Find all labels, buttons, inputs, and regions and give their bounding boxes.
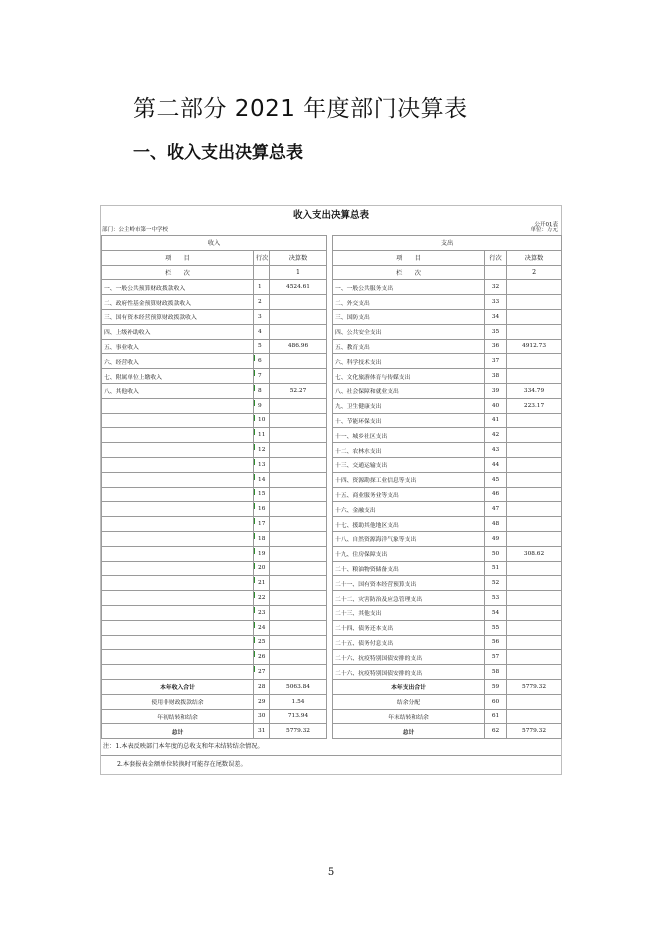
expense-amount: 334.79 [507,383,562,398]
expense-item: 二十五、债务付息支出 [333,635,485,650]
expense-amount [507,531,562,546]
expense-item: 二十六、抗疫特别国债安排的支出 [333,650,485,665]
income-item [102,487,254,502]
expense-amount [507,324,562,339]
income-amount [270,650,327,665]
expense-item: 二、外交支出 [333,295,485,310]
expense-line-number: 40 [485,398,507,413]
summary-income-line: 28 [254,679,270,694]
column-header-row [102,250,562,265]
summary-expense-item: 年末结转和结余 [333,709,485,724]
income-amount [270,457,327,472]
income-item: 三、国有资本经营预算财政拨款收入 [102,309,254,324]
table-row [102,620,562,635]
income-line-number: 17 [254,517,270,532]
income-line-number: 2 [254,295,270,310]
expense-item: 十六、金融支出 [333,502,485,517]
expense-amount [507,576,562,591]
expense-line-number: 50 [485,546,507,561]
expense-line-number: 46 [485,487,507,502]
income-line-number: 24 [254,620,270,635]
table-row [102,576,562,591]
table-row [102,517,562,532]
expense-amount [507,561,562,576]
expense-amount [507,487,562,502]
income-amount [270,665,327,680]
income-item [102,428,254,443]
income-item [102,591,254,606]
lanci-row [102,265,562,280]
income-item [102,443,254,458]
income-lanci-label: 栏 次 [102,265,254,280]
section-title: 一、收入支出决算总表 [133,143,303,163]
summary-row [102,709,562,724]
income-item: 六、经营收入 [102,354,254,369]
expense-amount [507,413,562,428]
summary-income-amount: 5779.32 [270,724,327,739]
expense-item: 十四、资源勘探工业信息等支出 [333,472,485,487]
expense-line-number: 45 [485,472,507,487]
table-row [102,665,562,680]
expense-item: 十一、城乡社区支出 [333,428,485,443]
data-table [101,235,562,739]
expense-amount: 308.62 [507,546,562,561]
expense-line-number: 35 [485,324,507,339]
table-notes [101,739,561,774]
expense-lanci-number: 2 [507,265,562,280]
income-amount-header: 决算数 [270,250,327,265]
table-row [102,561,562,576]
expense-amount [507,457,562,472]
income-amount: 52.27 [270,383,327,398]
summary-income-amount: 5063.84 [270,679,327,694]
expense-amount [507,591,562,606]
expense-item: 十、节能环保支出 [333,413,485,428]
section-header-row [102,236,562,251]
table-row [102,413,562,428]
income-line-number: 18 [254,531,270,546]
income-item [102,635,254,650]
summary-income-item: 年初结转和结余 [102,709,254,724]
income-item: 八、其他收入 [102,383,254,398]
summary-expense-amount [507,694,562,709]
income-amount [270,546,327,561]
department-label: 部门：公主岭市第一中学校 [102,227,169,233]
expense-line-number: 47 [485,502,507,517]
income-line-number: 13 [254,457,270,472]
table-row [102,309,562,324]
table-row [102,398,562,413]
expense-item: 二十、粮油物资储备支出 [333,561,485,576]
income-amount: 486.96 [270,339,327,354]
income-line-number: 16 [254,502,270,517]
expense-amount [507,280,562,295]
expense-line-number: 36 [485,339,507,354]
expense-line-number: 37 [485,354,507,369]
table-row [102,295,562,310]
income-item: 五、事业收入 [102,339,254,354]
income-amount [270,309,327,324]
summary-income-line: 29 [254,694,270,709]
summary-expense-amount: 5779.32 [507,679,562,694]
income-amount [270,295,327,310]
page-number: 5 [327,867,335,878]
income-amount: 4524.61 [270,280,327,295]
expense-item: 十三、交通运输支出 [333,457,485,472]
income-line-number: 8 [254,383,270,398]
summary-income-amount: 713.94 [270,709,327,724]
income-line-number: 6 [254,354,270,369]
table-row [102,428,562,443]
expense-item: 七、文化旅游体育与传媒支出 [333,369,485,384]
expense-item: 二十三、其他支出 [333,605,485,620]
summary-income-item: 使用非财政拨款结余 [102,694,254,709]
table-row [102,487,562,502]
income-header: 收入 [102,236,327,251]
expense-line-number: 58 [485,665,507,680]
income-amount [270,413,327,428]
expense-item: 十八、自然资源海洋气象等支出 [333,531,485,546]
income-line-number: 4 [254,324,270,339]
expense-amount [507,354,562,369]
income-amount [270,472,327,487]
expense-item: 九、卫生健康支出 [333,398,485,413]
income-item [102,531,254,546]
income-amount [270,605,327,620]
table-title-text: 收入支出决算总表 [292,210,369,221]
table-row [102,635,562,650]
expense-item: 十二、农林水支出 [333,443,485,458]
expense-line-number: 34 [485,309,507,324]
income-item: 二、政府性基金预算财政拨款收入 [102,295,254,310]
income-amount [270,576,327,591]
summary-expense-amount: 5779.32 [507,724,562,739]
income-line-number: 25 [254,635,270,650]
income-line-number: 14 [254,472,270,487]
table-row [102,339,562,354]
income-amount [270,428,327,443]
expense-line-header: 行次 [485,250,507,265]
table-row [102,531,562,546]
summary-expense-item: 总计 [333,724,485,739]
table-row [102,369,562,384]
income-item [102,650,254,665]
summary-expense-line: 59 [485,679,507,694]
page-title: 第二部分 2021 年度部门决算表 [133,96,468,122]
expense-item-header: 项 目 [333,250,485,265]
expense-item: 四、公共安全支出 [333,324,485,339]
form-code: 公开01表 [534,222,558,228]
expense-item: 十七、援助其他地区支出 [333,517,485,532]
table-row [102,591,562,606]
expense-line-number: 39 [485,383,507,398]
income-amount [270,635,327,650]
table-row [102,443,562,458]
income-item: 四、上级补助收入 [102,324,254,339]
expense-amount [507,650,562,665]
table-meta [101,225,561,235]
table-row [102,472,562,487]
income-item [102,605,254,620]
expense-item: 五、教育支出 [333,339,485,354]
expense-amount [507,428,562,443]
expense-line-number: 52 [485,576,507,591]
income-item [102,502,254,517]
income-amount [270,354,327,369]
income-amount [270,487,327,502]
expense-line-number: 32 [485,280,507,295]
expense-amount [507,605,562,620]
income-item [102,457,254,472]
income-item-header: 项 目 [102,250,254,265]
income-item: 七、附属单位上缴收入 [102,369,254,384]
expense-item: 十五、商业服务业等支出 [333,487,485,502]
summary-income-line: 30 [254,709,270,724]
expense-line-number: 41 [485,413,507,428]
summary-income-item: 本年收入合计 [102,679,254,694]
budget-summary-table [100,205,562,775]
summary-row [102,694,562,709]
summary-income-line: 31 [254,724,270,739]
expense-item: 八、社会保障和就业支出 [333,383,485,398]
expense-line-number: 33 [485,295,507,310]
expense-amount [507,517,562,532]
income-amount [270,620,327,635]
income-amount [270,561,327,576]
income-line-header: 行次 [254,250,270,265]
expense-amount [507,472,562,487]
income-line-number: 27 [254,665,270,680]
income-line-number: 20 [254,561,270,576]
expense-item: 六、科学技术支出 [333,354,485,369]
expense-amount: 4912.73 [507,339,562,354]
income-amount [270,324,327,339]
expense-line-number: 53 [485,591,507,606]
expense-item: 二十二、灾害防治及应急管理支出 [333,591,485,606]
income-item [102,620,254,635]
summary-expense-line: 60 [485,694,507,709]
expense-line-number: 42 [485,428,507,443]
table-row [102,457,562,472]
summary-expense-line: 61 [485,709,507,724]
unit-label: 单位：万元 [530,227,558,233]
expense-item: 二十四、债务还本支出 [333,620,485,635]
table-row [102,383,562,398]
income-line-number: 23 [254,605,270,620]
summary-row [102,679,562,694]
income-lanci-number: 1 [270,265,327,280]
expense-item: 二十六、抗疫特别国债安排的支出 [333,665,485,680]
summary-expense-amount [507,709,562,724]
expense-line-number: 43 [485,443,507,458]
expense-item: 一、一般公共服务支出 [333,280,485,295]
expense-item: 二十一、国有资本经营预算支出 [333,576,485,591]
income-line-number: 3 [254,309,270,324]
expense-line-number: 54 [485,605,507,620]
expense-line-number: 55 [485,620,507,635]
expense-header: 支出 [333,236,562,251]
expense-line-number: 44 [485,457,507,472]
income-line-number: 11 [254,428,270,443]
expense-line-number: 48 [485,517,507,532]
table-row [102,280,562,295]
expense-amount [507,309,562,324]
table-title [101,206,561,228]
income-item [102,517,254,532]
income-line-number: 19 [254,546,270,561]
income-amount [270,398,327,413]
summary-expense-item: 结余分配 [333,694,485,709]
income-item [102,472,254,487]
expense-amount [507,665,562,680]
income-amount [270,517,327,532]
summary-expense-line: 62 [485,724,507,739]
expense-amount [507,443,562,458]
table-row [102,650,562,665]
income-item [102,665,254,680]
income-line-number: 21 [254,576,270,591]
income-amount [270,531,327,546]
summary-expense-item: 本年支出合计 [333,679,485,694]
income-line-number: 22 [254,591,270,606]
income-item [102,561,254,576]
summary-row [102,724,562,739]
expense-amount [507,620,562,635]
income-line-number: 7 [254,369,270,384]
table-row [102,502,562,517]
summary-income-item: 总计 [102,724,254,739]
table-row [102,324,562,339]
income-line-number: 26 [254,650,270,665]
income-line-number: 15 [254,487,270,502]
expense-amount-header: 决算数 [507,250,562,265]
expense-lanci-label: 栏 次 [333,265,485,280]
expense-item: 十九、住房保障支出 [333,546,485,561]
table-row [102,605,562,620]
table-row [102,546,562,561]
income-line-number: 9 [254,398,270,413]
income-item: 一、一般公共预算财政拨款收入 [102,280,254,295]
income-line-number: 12 [254,443,270,458]
income-amount [270,591,327,606]
income-line-number: 1 [254,280,270,295]
income-item [102,576,254,591]
income-item [102,398,254,413]
expense-line-number: 51 [485,561,507,576]
expense-line-number: 49 [485,531,507,546]
expense-line-number: 57 [485,650,507,665]
income-line-number: 10 [254,413,270,428]
expense-amount [507,295,562,310]
expense-item: 三、国防支出 [333,309,485,324]
income-item [102,413,254,428]
expense-line-number: 38 [485,369,507,384]
income-line-number: 5 [254,339,270,354]
expense-amount [507,635,562,650]
income-item [102,546,254,561]
summary-income-amount: 1.54 [270,694,327,709]
expense-amount: 223.17 [507,398,562,413]
income-amount [270,443,327,458]
income-amount [270,369,327,384]
note-2: 2.本套报表金额单位转换时可能存在尾数误差。 [117,761,247,769]
note-1: 注：1.本表反映部门本年度的总收支和年末结转结余情况。 [101,739,561,756]
expense-amount [507,369,562,384]
income-amount [270,502,327,517]
table-row [102,354,562,369]
expense-line-number: 56 [485,635,507,650]
expense-amount [507,502,562,517]
